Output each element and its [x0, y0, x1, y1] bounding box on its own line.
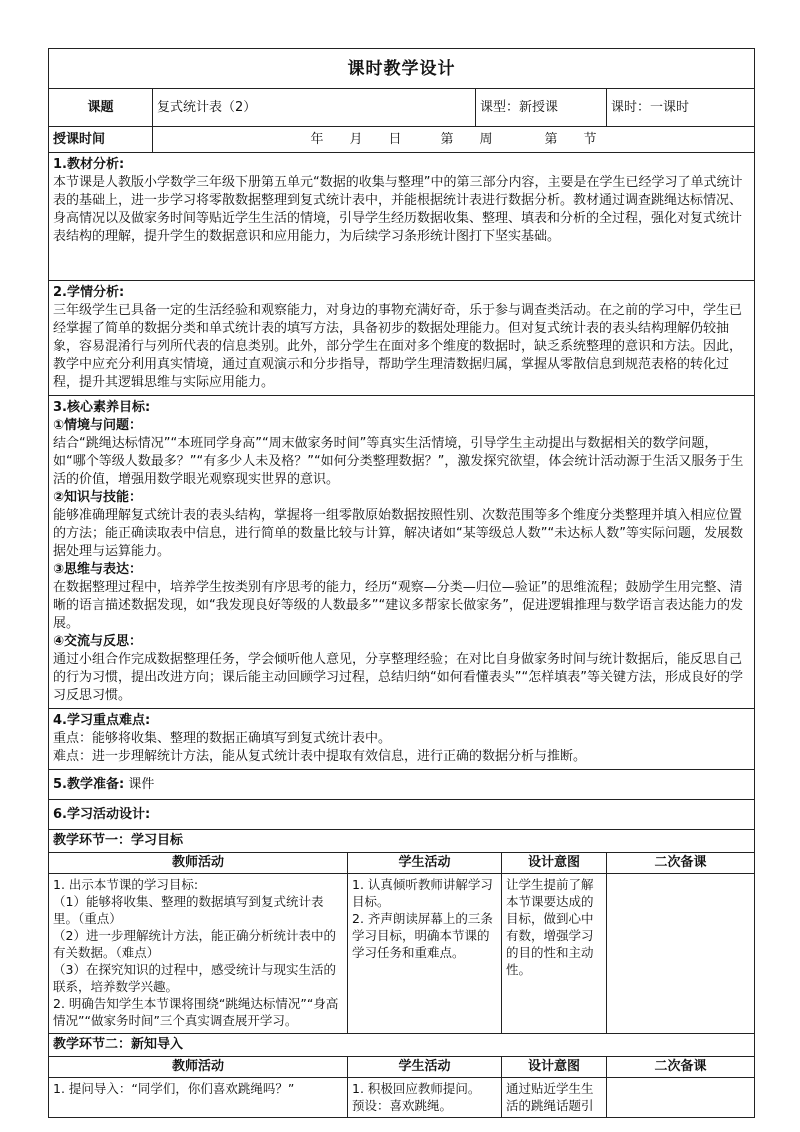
stage1-student-line: 1. 认真倾听教师讲解学习目标。 — [352, 877, 493, 909]
lesson-type: 课型：新授课 — [476, 89, 607, 127]
stage2-title-row — [49, 1034, 755, 1057]
stage1-title-row — [49, 830, 755, 853]
goal-3-text: 在数据整理过程中，培养学生按类别有序思考的能力，经历“观察—分类—归位—验证”的思维流程；鼓励学生用完整、清晰的语言描述数据发现，如“我发现良好等级的人数最多”“建议多帮家长做家务”，促进逻辑推理与数学语言表达能力的发展。 — [53, 580, 743, 631]
activity-title: 6.学习活动设计: — [49, 800, 755, 830]
stage1-title: 教学环节一：学习目标 — [49, 830, 755, 853]
header-intent: 设计意图 — [502, 853, 607, 874]
material-section — [49, 153, 755, 281]
time-value: 年 月 日 第 周 第 节 — [153, 127, 755, 153]
stage1-teacher-line: 2. 明确告知学生本节课将围绕“跳绳达标情况”“身高情况”“做家务时间”三个真实调查展开学习。 — [53, 996, 339, 1028]
header-student: 学生活动 — [348, 853, 502, 874]
stage1-teacher-line: （1）能够将收集、整理的数据填写到复式统计表里。（重点） — [53, 894, 324, 926]
stage2-student-line: 预设：喜欢跳绳。 — [352, 1098, 453, 1113]
goal-1-text: 结合“跳绳达标情况”“本班同学身高”“周末做家务时间”等真实生活情境，引导学生主动提出与数据相关的数学问题，如“哪个等级人数最多？”“有多少人未及格？”“如何分类整理数据？”，激发探究欲望，体会统计活动源于生活又服务于生活的价值，增强用数学眼光观察现实世界的意识。 — [53, 436, 744, 487]
header-second: 二次备课 — [607, 853, 755, 874]
lesson-plan-page — [48, 48, 754, 1118]
goal-4-title: ④交流与反思： — [53, 634, 143, 649]
goal-1-title: ①情境与问题： — [53, 418, 143, 433]
students-section — [49, 281, 755, 396]
stage1-content-row — [49, 874, 755, 1034]
key-point: 重点：能够将收集、整理的数据正确填写到复式统计表中。 — [53, 731, 392, 746]
students-title: 2.学情分析: — [53, 285, 125, 300]
document-title: 课时教学设计 — [49, 49, 755, 89]
stage1-intent: 让学生提前了解本节课要达成的目标，做到心中有数，增强学习的目的性和主动性。 — [502, 874, 607, 1034]
stage2-second — [607, 1078, 755, 1118]
students-text: 三年级学生已具备一定的生活经验和观察能力，对身边的事物充满好奇，乐于参与调查类活动。在之前的学习中，学生已经掌握了简单的数据分类和单式统计表的填写方法，具备初步的数据处理能力。但对复式统计表的表头结构理解仍较抽象，容易混淆行与列所代表的信息类别。此外，部分学生在面对多个维度的数据时，缺乏系统整理的意识和方法。因此，教学中应充分利用真实情境，通过直观演示和分步指导，帮助学生理清数据归属，掌握从零散信息到规范表格的转化过程，提升其逻辑思维与实际应用能力。 — [53, 303, 743, 390]
difficult-point: 难点：进一步理解统计方法，能从复式统计表中提取有效信息，进行正确的数据分析与推断。 — [53, 749, 587, 764]
prep-title: 5.教学准备: — [53, 776, 125, 792]
goals-section — [49, 396, 755, 709]
stage2-content-row — [49, 1078, 755, 1118]
stage1-teacher-line: （2）进一步理解统计方法，能正确分析统计表中的有关数据。（难点） — [53, 928, 336, 960]
stage1-second — [607, 874, 755, 1034]
stage2-teacher-line: 1. 提问导入：“同学们，你们喜欢跳绳吗？” — [53, 1081, 295, 1096]
header-teacher: 教师活动 — [49, 1057, 348, 1078]
goal-2-title: ②知识与技能： — [53, 490, 143, 505]
header-intent: 设计意图 — [502, 1057, 607, 1078]
keypoints-title: 4.学习重点难点: — [53, 713, 151, 728]
material-title: 1.教材分析: — [53, 157, 125, 172]
lesson-plan-table — [48, 48, 755, 1118]
stage2-header-row — [49, 1057, 755, 1078]
goal-4-text: 通过小组合作完成数据整理任务，学会倾听他人意见，分享整理经验；在对比自身做家务时间与统计数据后，能反思自己的行为习惯，提出改进方向；课后能主动回顾学习过程，总结归纳“如何看懂表头”“怎样填表”等关键方法，形成良好的学习反思习惯。 — [53, 652, 743, 703]
header-teacher: 教师活动 — [49, 853, 348, 874]
topic-value: 复式统计表（2） — [153, 89, 476, 127]
activity-section — [49, 800, 755, 830]
stage1-teacher-line: 1. 出示本节课的学习目标: — [53, 877, 199, 892]
stage2-title: 教学环节二：新知导入 — [49, 1034, 755, 1057]
stage2-student-line: 1. 积极回应教师提问。 — [352, 1081, 481, 1096]
stage2-intent: 通过贴近学生生活的跳绳话题引 — [502, 1078, 607, 1118]
stage1-teacher-line: （3）在探究知识的过程中，感受统计与现实生活的联系，培养数学兴趣。 — [53, 962, 336, 994]
goals-title: 3.核心素养目标: — [53, 400, 151, 415]
goal-3-title: ③思维与表达： — [53, 562, 143, 577]
keypoints-section — [49, 709, 755, 770]
material-text: 本节课是人教版小学数学三年级下册第五单元“数据的收集与整理”中的第三部分内容，主要是在学生已经学习了单式统计表的基础上，进一步学习将零散数据整理到复式统计表中，并能根据统计表进行数据分析。教材通过调查跳绳达标情况、身高情况以及做家务时间等贴近学生生活的情境，引导学生经历数据收集、整理、填表和分析的全过程，强化对复式统计表结构的理解，提升学生的数据意识和应用能力，为后续学习条形统计图打下坚实基础。 — [53, 175, 743, 244]
stage1-student-line: 2. 齐声朗读屏幕上的三条学习目标，明确本节课的学习任务和重难点。 — [352, 911, 493, 960]
goal-2-text: 能够准确理解复式统计表的表头结构，掌握将一组零散原始数据按照性别、次数范围等多个维度分类整理并填入相应位置的方法；能正确读取表中信息，进行简单的数量比较与计算，解决诸如“某等级总人数”“未达标人数”等实际问题，发展数据处理与运算能力。 — [53, 508, 743, 559]
time-label: 授课时间 — [49, 127, 153, 153]
stage1-header-row — [49, 853, 755, 874]
topic-label: 课题 — [49, 89, 153, 127]
prep-section — [49, 770, 755, 800]
info-row — [49, 89, 755, 127]
time-row — [49, 127, 755, 153]
header-second: 二次备课 — [607, 1057, 755, 1078]
prep-value: 课件 — [128, 776, 155, 792]
lesson-hours: 课时：一课时 — [607, 89, 755, 127]
header-student: 学生活动 — [348, 1057, 502, 1078]
